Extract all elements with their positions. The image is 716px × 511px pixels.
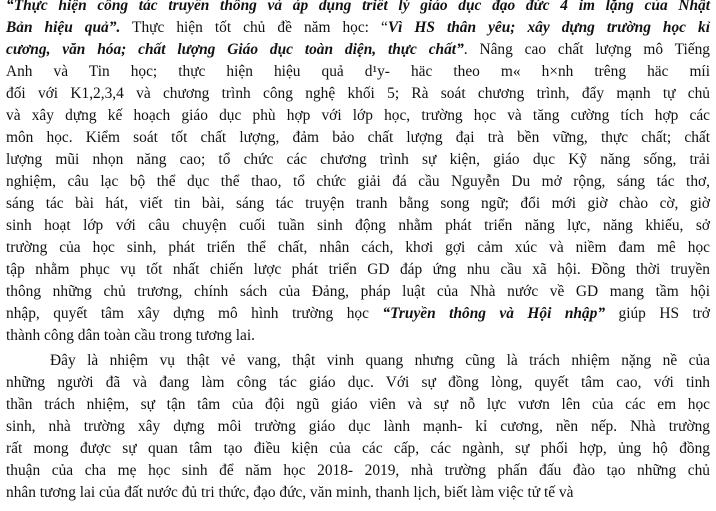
- body-text: sinh, nhà trường xây dựng môi trường giáo dục lành mạnh- kỉ cương, nền nếp. Nhà trường: [6, 418, 710, 435]
- text-line: [6, 350, 710, 372]
- text-line: [6, 394, 710, 416]
- body-text: những người đã và đang làm công tác giáo dục. Với sự đồng lòng, quyết tâm cao, với tinh: [6, 374, 710, 391]
- body-text: nhập, quyết tâm xây dựng mô hình trường học: [6, 305, 383, 322]
- body-text: sáng tác bài hát, viết tin bài, sáng tác truyện tranh bằng song ngữ; đổi mới giờ chào cờ, giờ: [6, 195, 710, 212]
- body-text: trường của học sinh, phát triển thể chất, nhân cách, khơi gợi cảm xúc và niềm đam mê học: [6, 239, 710, 256]
- body-text: thuận của cha mẹ học sinh để năm học 2018- 2019, nhà trường phấn đấu đào tạo những chủ: [6, 462, 710, 479]
- text-line: [6, 39, 710, 61]
- text-line: [6, 303, 710, 325]
- text-line: [6, 171, 710, 193]
- text-line: [6, 215, 710, 237]
- body-text: Đây là nhiệm vụ thật vẻ vang, thật vinh quang nhưng cũng là trách nhiệm nặng nề của: [50, 352, 710, 369]
- body-text: Thực hiện tốt chủ đề năm học: “: [120, 19, 388, 36]
- text-line: [6, 460, 710, 482]
- body-text: nghiệm, câu lạc bộ thể dục thể thao, tổ chức giải đá cầu Nguyễn Du mở rộng, sáng tác thơ,: [6, 173, 710, 190]
- text-line: [6, 259, 710, 281]
- text-line: [6, 281, 710, 303]
- text-line: [6, 83, 710, 105]
- text-line: [6, 237, 710, 259]
- body-text: và xây dựng kế hoạch giáo dục phù hợp với lớp học, trường học và tăng cường tích hợp các: [6, 107, 710, 124]
- text-line: [6, 0, 710, 17]
- emphasis-text: “Truyền thông và Hội nhập”: [382, 305, 606, 322]
- body-text: . Nâng cao chất lượng mô Tiếng: [463, 41, 710, 58]
- emphasis-text: cương, văn hóa; chất lượng Giáo dục toàn diện, thực chất”: [6, 41, 464, 58]
- body-text: môn học. Kiểm soát tốt chất lượng, đảm bảo chất lượng đại trà bền vững, thực chất; chất: [6, 129, 710, 146]
- text-line: [6, 482, 710, 504]
- body-text: thông những chủ trương, chính sách của Đảng, pháp luật của Nhà nước về GD mang tầm hội: [6, 283, 710, 300]
- body-text: lượng mũi nhọn năng cao; tổ chức các chương trình sự kiện, giáo dục Kỹ năng sống, trải: [6, 151, 710, 168]
- body-text: tập nhằm phục vụ tốt nhất chiến lược phát triển GD đáp ứng nhu cầu xã hội. Đồng thời truyền: [6, 261, 710, 278]
- text-line: [6, 17, 710, 39]
- body-text: đối với K1,2,3,4 và chương trình công nghệ khối 5; Rà soát chương trình, đẩy mạnh tự chủ: [6, 85, 710, 102]
- text-line: [6, 372, 710, 394]
- body-text: Anh và Tin học; thực hiện hiệu quả d¹y- häc theo m« h×nh trêng häc míi: [6, 63, 710, 80]
- body-text: giúp HS trở: [605, 305, 711, 322]
- text-line: [6, 127, 710, 149]
- emphasis-text: Bản hiệu quả”.: [6, 19, 121, 36]
- text-line: [6, 193, 710, 215]
- emphasis-text: Vì HS thân yêu; xây dựng trường học kỉ: [387, 19, 710, 36]
- text-line: [6, 61, 710, 83]
- body-text: thần trách nhiệm, sự tận tâm của đội ngũ giáo viên và sự nỗ lực vươn lên của các em học: [6, 396, 710, 413]
- emphasis-text: “Thực hiện công tác truyền thông và áp dụng triết lý giáo dục đạo đức 4 im lặng của Nhật: [6, 0, 710, 14]
- text-line: [6, 325, 710, 347]
- body-text: sinh hoạt lớp với câu chuyện cuối tuần sinh động nhằm phát triển năng lực, năng khiếu, sở: [6, 217, 710, 234]
- body-text: nhân tương lai của đất nước đủ tri thức, đạo đức, văn minh, thanh lịch, biết làm việc tử tế và: [6, 484, 574, 501]
- text-line: [6, 416, 710, 438]
- text-line: [6, 105, 710, 127]
- body-text: thành công dân toàn cầu trong tương lai.: [6, 327, 255, 344]
- body-text: rất mong được sự quan tâm tạo điều kiện của các cấp, các ngành, sự phối hợp, ủng hộ đồng: [6, 440, 710, 457]
- text-line: [6, 438, 710, 460]
- text-line: [6, 149, 710, 171]
